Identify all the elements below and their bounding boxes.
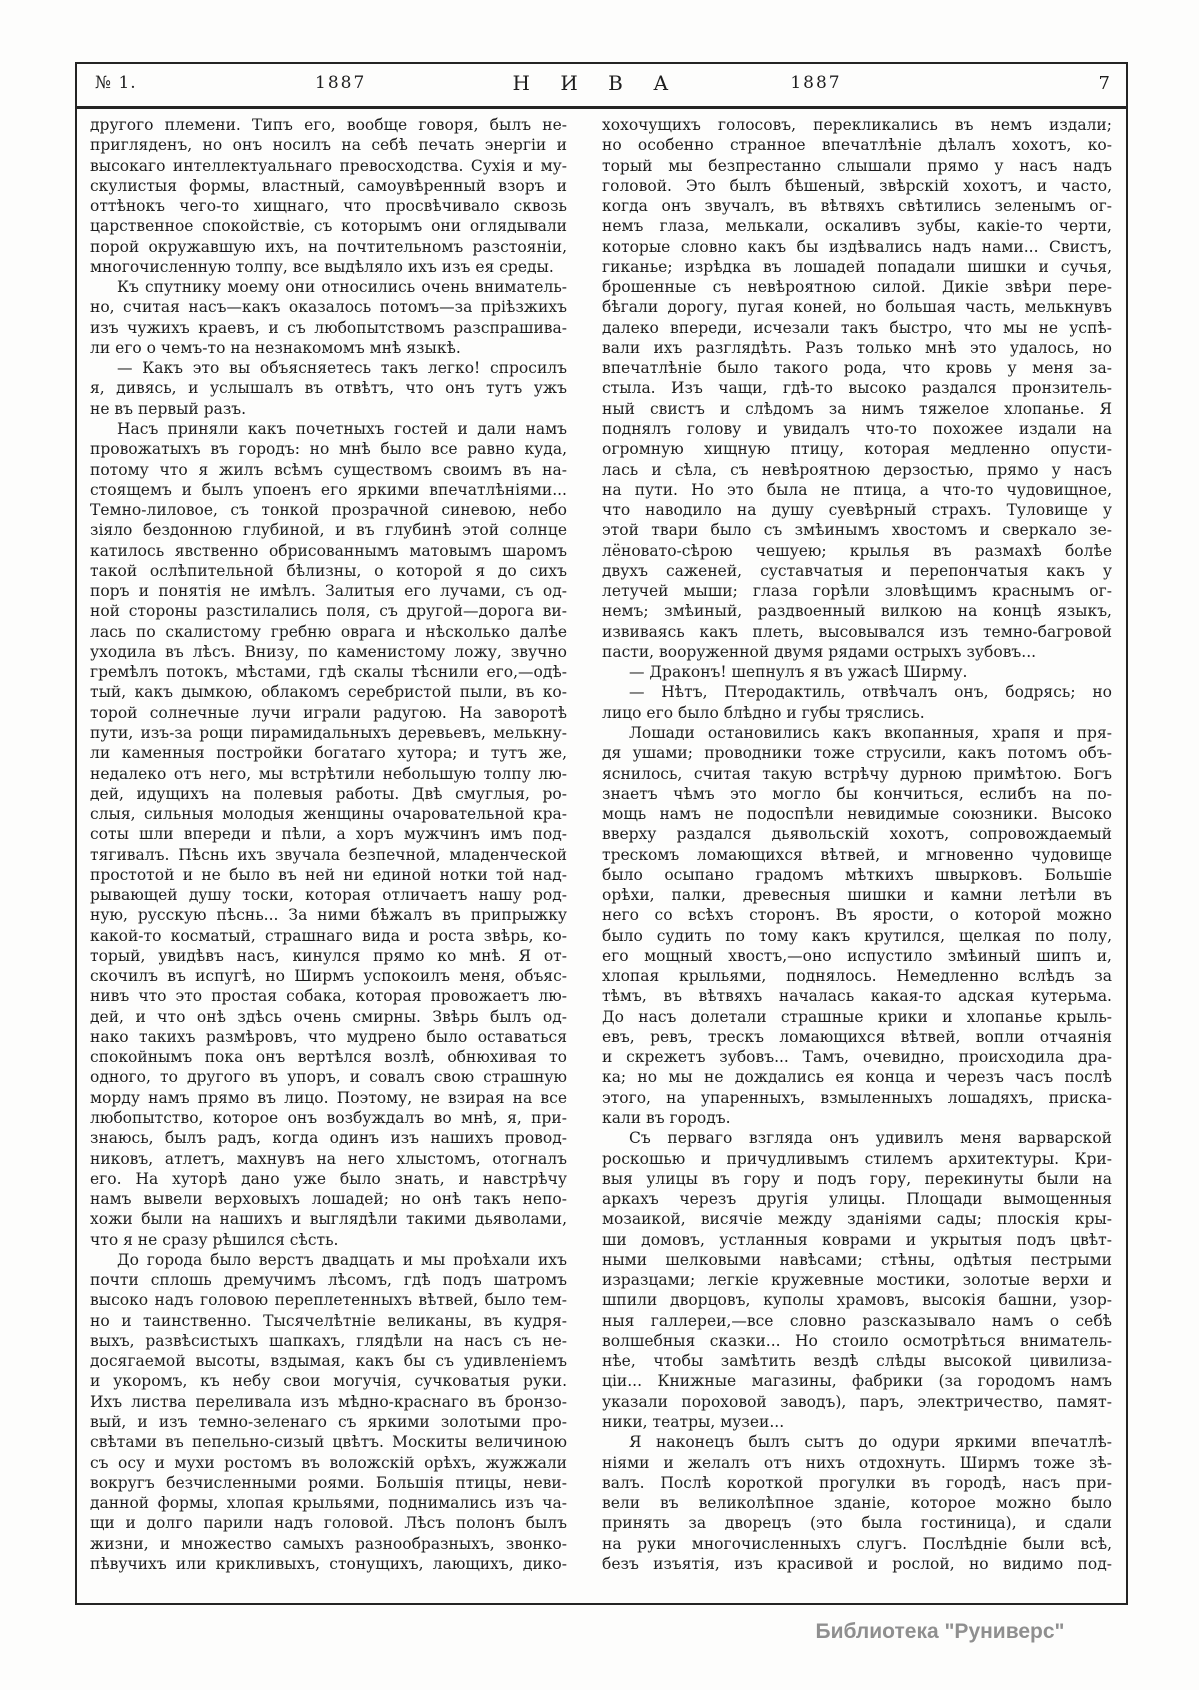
text-line: но особенно странное впечатлѣніе дѣлалъ хохотъ, ко- (602, 136, 1112, 155)
text-line: впечатлѣніе было такого рода, что кровь у меня за- (602, 359, 1112, 378)
text-line: далеко впереди, исчезали такъ быстро, что мы не успѣ- (602, 318, 1112, 337)
text-line: его мощный хвостъ,—оно испустило змѣиный шипъ и, (602, 946, 1112, 965)
text-line: досягаемой высоты, вздымая, какъ бы съ удивленіемъ (90, 1352, 567, 1371)
text-line: ли каменныя постройки богатаго хутора; и тутъ же, (90, 744, 567, 763)
text-line: этого, на упаренныхъ, взмыленныхъ лошадяхъ, приска- (602, 1088, 1112, 1107)
text-line: гремѣлъ потокъ, мѣстами, гдѣ скалы тѣснили его,—одѣ- (90, 663, 567, 682)
text-line: намъ вывели верховыхъ лошадей; но онѣ такъ непо- (90, 1190, 567, 1209)
text-line: Насъ приняли какъ почетныхъ гостей и дали намъ (117, 419, 567, 438)
text-line: пѣвучихъ или крикливыхъ, стонущихъ, лающихъ, дико- (90, 1554, 567, 1573)
text-line: До насъ долетали страшные крики и хлопанье крыль- (602, 1007, 1112, 1026)
text-line: лась по скалистому гребню оврага и нѣсколько далѣе (90, 622, 567, 641)
text-line: не въ первый разъ. (90, 399, 247, 418)
page-header (77, 64, 1126, 109)
text-line: данной формы, хлопая крыльями, поднимались изъ ча- (90, 1494, 567, 1513)
text-line: вверху раздался дьявольскій хохотъ, сопровождаемый (602, 825, 1112, 844)
year-right: 1887 (790, 73, 842, 93)
text-line: волшебныя сказки... Но стоило осмотрѣться вниматель- (602, 1331, 1112, 1350)
text-line: дей, и что онѣ здѣсь очень смирны. Звѣрь былъ од- (90, 1007, 567, 1026)
text-line: морду намъ прямо въ лицо. Поэтому, не взирая на все (90, 1088, 567, 1107)
text-line: дей, идущихъ на полевыя работы. Двѣ смуглыя, ро- (90, 784, 567, 803)
text-line: почти сплошь дремучимъ лѣсомъ, гдѣ подъ шатромъ (90, 1271, 567, 1290)
text-line: рывающей душу тоски, которая отличаетъ нашу род- (90, 886, 567, 905)
text-line: торый мы безпрестанно слышали прямо у насъ надъ (602, 156, 1112, 175)
text-line: было осыпано градомъ мѣткихъ швырковъ. Большіе (602, 865, 1112, 884)
text-line: слыя, сильныя молодыя женщины очаровательной кра- (90, 805, 567, 824)
text-line: огромную хищную птицу, которая медленно опусти- (602, 440, 1112, 459)
text-line: ніями и желалъ отъ нихъ отдохнуть. Ширмъ тоже зѣ- (602, 1453, 1112, 1472)
text-line: торый, увидѣвъ насъ, кинулся прямо ко мнѣ. Я от- (90, 946, 567, 965)
magazine-title: Н И В А (512, 71, 681, 95)
text-line: извиваясь какъ плеть, высовывался изъ темно-багровой (602, 622, 1112, 641)
text-line: — Драконъ! шепнулъ я въ ужасѣ Ширму. (629, 663, 968, 682)
text-line: никовъ, атлетъ, махнувъ на него хлыстомъ, отогналъ (90, 1149, 567, 1168)
text-line: на пути. Но это была не птица, а что-то чудовищное, (602, 480, 1112, 499)
text-line: изразцами; легкіе кружевные мостики, золотые верхи и (602, 1271, 1112, 1290)
text-line: ныя галлереи,—все словно разсказывало намъ о себѣ (602, 1311, 1112, 1330)
text-line: одного, то другого въ упоръ, и совалъ свою страшную (90, 1068, 567, 1087)
text-line: До города было верстъ двадцать и мы проѣхали ихъ (117, 1250, 567, 1269)
text-line: лась и сѣла, съ невѣроятною дерзостью, прямо у насъ (602, 460, 1112, 479)
text-line: поръ и понятія не имѣлъ. Залитыя его лучами, съ од- (90, 582, 567, 601)
text-line: дя ушами; проводники тоже струсили, какъ потомъ объ- (602, 744, 1112, 763)
text-line: когда онъ звучалъ, въ вѣтвяхъ свѣтились зеленымъ ог- (602, 197, 1112, 216)
text-line: высокаго интеллектуальнаго превосходства. Сухія и му- (90, 156, 567, 175)
text-line: такой ослѣпительной бѣлизны, о которой я до сихъ (90, 561, 567, 580)
text-line: любопытство, которое онъ возбуждалъ во мнѣ, я, при- (90, 1109, 567, 1128)
text-line: принять за дворецъ (это была гостиница), и сдали (602, 1514, 1112, 1533)
text-line: вокругъ безчисленными роями. Большія птицы, неви- (90, 1473, 567, 1492)
text-line: жизни, и множество самыхъ разнообразныхъ, звонко- (90, 1534, 567, 1553)
text-line: Съ перваго взгляда онъ удивилъ меня варварской (629, 1129, 1112, 1148)
text-line: лёновато-сѣрою чешуею; крылья въ размахѣ болѣе (602, 541, 1112, 560)
text-line: яснилось, считая такую встрѣчу дурною примѣтою. Богъ (602, 764, 1112, 783)
text-line: Къ спутнику моему они относились очень вниматель- (117, 278, 567, 297)
text-line: вый, и изъ темно-зеленаго съ яркими золотыми про- (90, 1413, 567, 1431)
text-line: Темно-лиловое, съ тонкой прозрачной синевою, небо (90, 501, 567, 520)
text-line: и скрежетъ зубовъ... Тамъ, очевидно, происходила дра- (602, 1048, 1112, 1067)
text-line: Лошади остановились какъ вкопанныя, храпя и пря- (629, 723, 1112, 742)
text-line: хожи были на нашихъ и выглядѣли такими дьяволами, (90, 1210, 567, 1229)
text-line: свѣтами въ пепельно-сизый цвѣтъ. Москиты величиною (90, 1433, 567, 1452)
text-line: выя улицы въ гору и подъ гору, перекинуты были на (602, 1169, 1112, 1188)
text-line: орѣхи, палки, древесныя шишки и камни летѣли въ (602, 886, 1112, 905)
text-line: ши домовъ, устланныя коврами и укрытыя подъ цвѣт- (602, 1230, 1112, 1249)
text-line: что я не сразу рѣшился сѣсть. (90, 1230, 339, 1249)
text-line: стыла. Изъ чащи, гдѣ-то высоко раздался пронзитель- (602, 379, 1112, 398)
text-line: поднялъ голову и увидалъ что-то похожее издали на (602, 419, 1112, 438)
text-line: царственное спокойствіе, съ которымъ они оглядывали (90, 217, 567, 236)
text-line: хохочущихъ голосовъ, перекликались въ немъ издали; (602, 116, 1112, 134)
text-line: порой окружавшую ихъ, на почтительномъ разстояніи, (90, 237, 567, 256)
text-line: стоящемъ и былъ упоенъ его яркими впечатлѣніями... (90, 480, 567, 499)
text-line: указали пороховой заводъ), паръ, электричество, памят- (602, 1392, 1112, 1411)
text-line: немъ глаза, мелькали, оскаливъ зубы, какіе-то черти, (602, 217, 1112, 236)
text-line: знаетъ чѣмъ это могло бы кончиться, еслибъ на по- (602, 784, 1112, 803)
text-line: вали ихъ разглядѣть. Разъ только мнѣ это удалось, но (602, 338, 1112, 357)
text-line: летучей мыши; глаза горѣли зловѣщимъ краснымъ ог- (602, 582, 1112, 601)
text-line: ной стороны разстилались поля, съ другой—дорога ви- (90, 602, 567, 621)
text-line: брошенные съ невѣроятною силой. Дикіе звѣри пере- (602, 278, 1112, 297)
text-line: какой-то косматый, страшнаго вида и роста звѣрь, ко- (90, 926, 567, 945)
text-line: мозаикой, висячіе между зданіями сады; плоскія кры- (602, 1210, 1112, 1229)
year-left: 1887 (315, 73, 367, 93)
text-line: торой солнечные лучи играли радугою. На заворотѣ (90, 703, 567, 722)
text-line: шпили дворцовъ, куполы храмовъ, высокія башни, узор- (602, 1291, 1112, 1310)
text-line: двухъ саженей, суставчатыя и перепончатыя какъ у (602, 561, 1112, 580)
text-line: тый, какъ дымкою, облакомъ серебристой пыли, въ ко- (90, 683, 567, 702)
text-line: знаюсь, былъ радъ, когда одинъ изъ нашихъ провод- (90, 1129, 567, 1148)
text-line: ли его о чемъ-то на незнакомомъ мнѣ языкѣ. (90, 338, 461, 357)
text-line: скочилъ въ испугѣ, но Ширмъ успокоилъ меня, объяс- (90, 967, 567, 986)
text-line: бѣгали дорогу, пугая коней, но большая часть, мелькнувъ (602, 298, 1112, 317)
text-line: многочисленную толпу, все выдѣляло ихъ изъ ея среды. (90, 257, 554, 276)
text-line: оттѣнокъ чего-то хищнаго, что просвѣчивало сквозь (90, 197, 567, 216)
text-line: уходила въ лѣсъ. Внизу, по каменистому ложу, звучно (90, 642, 567, 661)
text-line: скулистыя формы, властный, самоувѣренный взоръ и (90, 176, 567, 195)
column-right (602, 115, 1112, 1574)
text-line: роскошью и причудливымъ стилемъ архитектуры. Кри- (602, 1149, 1112, 1168)
text-line: потому что я жилъ всѣмъ существомъ своимъ въ на- (90, 460, 567, 479)
text-line: тягивалъ. Пѣснь ихъ звучала безпечной, младенческой (90, 845, 567, 864)
page-number: 7 (1098, 73, 1110, 94)
text-line: ными шелковыми навѣсами; стѣны, одѣтыя пестрыми (602, 1250, 1112, 1269)
text-line: я, дивясь, и услышалъ въ отвѣтъ, что онъ тутъ ужъ (90, 379, 567, 398)
text-line: Я наконецъ былъ сытъ до одури яркими впечатлѣ- (629, 1433, 1112, 1452)
issue-number: № 1. (95, 73, 137, 93)
text-line: пути, изъ-за рощи пирамидальныхъ деревьевъ, мелькну- (90, 723, 567, 742)
text-line: — Какъ это вы объясняетесь такъ легко! спросилъ (117, 359, 567, 378)
text-line: было судить по тому какъ крутился, щелкая по полу, (602, 926, 1112, 945)
text-line: недалеко отъ него, мы встрѣтили небольшую толпу лю- (90, 764, 567, 783)
text-line: мощь намъ не подоспѣли невидимые союзники. Высоко (602, 805, 1112, 824)
text-line: которые словно какъ бы издѣвались надъ нами... Свистъ, (602, 237, 1112, 256)
text-line: хлопая крыльями, поднялось. Немедленно вслѣдъ за (602, 967, 1112, 986)
text-line: но и таинственно. Тысячелѣтніе великаны, въ кудря- (90, 1311, 567, 1330)
text-line: лицо его было блѣдно и губы тряслись. (602, 703, 925, 722)
text-line: соты шли впереди и пѣли, а хоръ мужчинъ имъ под- (90, 825, 567, 844)
text-columns (77, 115, 1126, 1603)
text-line: ный свистъ и слѣдомъ за нимъ тяжелое хлопанье. Я (602, 399, 1112, 418)
text-line: аркахъ черезъ другія улицы. Площади вымощенныя (602, 1190, 1112, 1209)
text-line: съ осу и мухи ростомъ въ воложскій орѣхъ, жужжали (90, 1453, 567, 1472)
text-line: нѣе, чтобы замѣтить вездѣ слѣды высокой цивилиза- (602, 1352, 1112, 1371)
text-line: Ихъ листва переливала изъ мѣдно-краснаго въ бронзо- (90, 1392, 567, 1411)
text-line: вели въ великолѣпное зданіе, которое можно было (602, 1494, 1112, 1513)
library-watermark: Библиотека "Руниверс" (815, 1620, 1065, 1643)
page-border (75, 62, 1128, 1605)
text-line: выхъ, развѣсистыхъ шапкахъ, глядѣли на насъ съ не- (90, 1331, 567, 1350)
text-line: спокойнымъ пока онъ вертѣлся возлѣ, обнюхивая то (90, 1048, 567, 1067)
text-line: гиканье; изрѣдка въ лошадей попадали шишки и сучья, (602, 257, 1112, 276)
text-line: этой твари было съ змѣинымъ хвостомъ и сверкало зе- (602, 521, 1112, 540)
text-line: изъ чужихъ краевъ, и съ любопытствомъ разспрашива- (90, 318, 567, 337)
text-line: пригляденъ, но онъ носилъ на себѣ печать энергіи и (90, 136, 567, 155)
text-line: другого племени. Типъ его, вообще говоря, былъ не- (90, 116, 567, 134)
text-line: тѣмъ, въ вѣтвяхъ началась какая-то адская кутерьма. (602, 987, 1112, 1006)
text-line: ную, русскую пѣснь... За ними бѣжалъ въ припрыжку (90, 906, 567, 925)
text-line: и укоромъ, къ небу свои могучія, сучковатыя руки. (90, 1372, 567, 1391)
text-line: ка; но мы не дождались ея конца и черезъ часъ послѣ (602, 1068, 1112, 1087)
text-line: ціи... Книжные магазины, фабрики (за городомъ намъ (602, 1372, 1112, 1391)
text-line: валъ. Послѣ короткой прогулки въ городѣ, насъ при- (602, 1473, 1112, 1492)
text-line: провожатыхъ въ городъ: но мнѣ было все равно куда, (90, 440, 567, 459)
text-line: ники, театры, музеи... (602, 1413, 785, 1431)
text-line: нако такихъ размѣровъ, что мудрено было оставаться (90, 1027, 567, 1046)
text-line: немъ; змѣиный, раздвоенный вилкою на концѣ языкъ, (602, 602, 1112, 621)
text-line: но, считая насъ—какъ оказалось потомъ—за пріѣзжихъ (90, 298, 567, 317)
text-line: его. На хуторѣ дано уже было знать, и навстрѣчу (90, 1169, 567, 1188)
text-line: безъ изъятія, изъ красивой и рослой, но видимо под- (602, 1554, 1112, 1573)
text-line: нивъ что это простая собака, которая провожаетъ лю- (90, 987, 567, 1006)
text-line: головой. Это былъ бѣшеный, звѣрскій хохотъ, и часто, (602, 176, 1112, 195)
text-line: евъ, ревъ, трескъ ломающихся вѣтвей, вопли отчаянія (602, 1027, 1112, 1046)
text-line: кали въ городъ. (602, 1109, 731, 1128)
text-line: трескомъ ломающихся вѣтвей, и мгновенно чудовище (602, 845, 1112, 864)
text-line: высоко надъ головою переплетенныхъ вѣтвей, было тем- (90, 1291, 567, 1310)
text-line: зіяло бездонною глубиной, и въ глубинѣ этой солнце (90, 521, 567, 540)
text-line: на руки многочисленныхъ слугъ. Послѣдніе были всѣ, (602, 1534, 1112, 1553)
text-line: него со всѣхъ сторонъ. Въ ярости, о которой можно (602, 906, 1112, 925)
text-line: пасти, вооруженной двумя рядами острыхъ зубовъ... (602, 642, 1037, 661)
column-left (90, 115, 567, 1574)
text-line: катилось явственно обрисованнымъ матовымъ шаромъ (90, 541, 567, 560)
text-line: что наводило на душу суевѣрный страхъ. Туловище у (602, 501, 1112, 520)
text-line: простотой и не было въ ней ни единой нотки той над- (90, 865, 567, 884)
text-line: — Нѣтъ, Птеродактиль, отвѣчалъ онъ, бодрясь; но (629, 683, 1112, 702)
text-line: щи и долго парили надъ головой. Лѣсъ полонъ былъ (90, 1514, 567, 1533)
